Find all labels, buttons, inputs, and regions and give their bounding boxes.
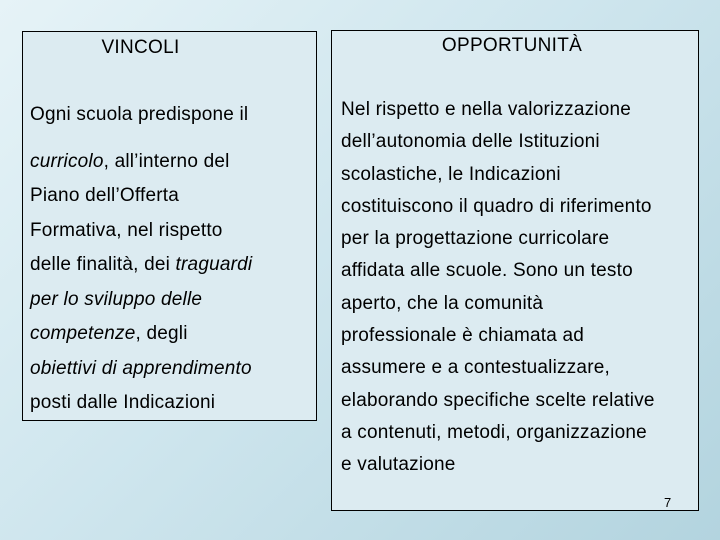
obiettivi-term: obiettivi di apprendimento: [30, 357, 252, 379]
opportunita-line: a contenuti, metodi, organizzazione: [341, 421, 647, 443]
vincoli-panel: [22, 31, 317, 421]
opportunita-line: scolastiche, le Indicazioni: [341, 163, 561, 185]
opportunita-panel: [331, 30, 699, 511]
vincoli-text-6: posti dalle Indicazioni: [30, 392, 216, 413]
vincoli-text-5: , degli: [135, 323, 188, 344]
vincoli-text-1: , all’interno del: [103, 150, 230, 172]
opportunita-line: assumere e a contestualizzare,: [341, 357, 610, 379]
vincoli-text-2: Piano dell’Offerta: [30, 185, 180, 206]
opportunita-line: affidata alle scuole. Sono un testo: [341, 260, 633, 282]
opportunita-line: professionale è chiamata ad: [341, 325, 585, 347]
opportunita-line: elaborando specifiche scelte relative: [341, 389, 655, 411]
opportunita-line: e valutazione: [341, 454, 456, 476]
page-number: 7: [664, 495, 672, 510]
opportunita-line: costituiscono il quadro di riferimento: [341, 195, 652, 217]
opportunita-heading: OPPORTUNITÀ: [441, 35, 583, 56]
vincoli-text-3: Formativa, nel rispetto: [30, 219, 223, 241]
vincoli-heading: VINCOLI: [101, 37, 180, 58]
opportunita-line: dell’autonomia delle Istituzioni: [341, 131, 600, 153]
vincoli-text: [30, 98, 315, 421]
vincoli-text-4: delle finalità, dei: [30, 254, 176, 275]
competenze-term: competenze: [30, 323, 136, 344]
opportunita-line: aperto, che la comunità: [341, 292, 544, 314]
vincoli-line-1: Ogni scuola predispone il: [30, 104, 249, 125]
opportunita-text: [341, 94, 697, 482]
per-lo-sviluppo-term: per lo sviluppo delle: [30, 288, 203, 310]
traguardi-term: traguardi: [175, 254, 253, 275]
curricolo-term: curricolo: [30, 150, 104, 172]
opportunita-line: per la progettazione curricolare: [341, 228, 610, 250]
opportunita-line: Nel rispetto e nella valorizzazione: [341, 99, 632, 120]
